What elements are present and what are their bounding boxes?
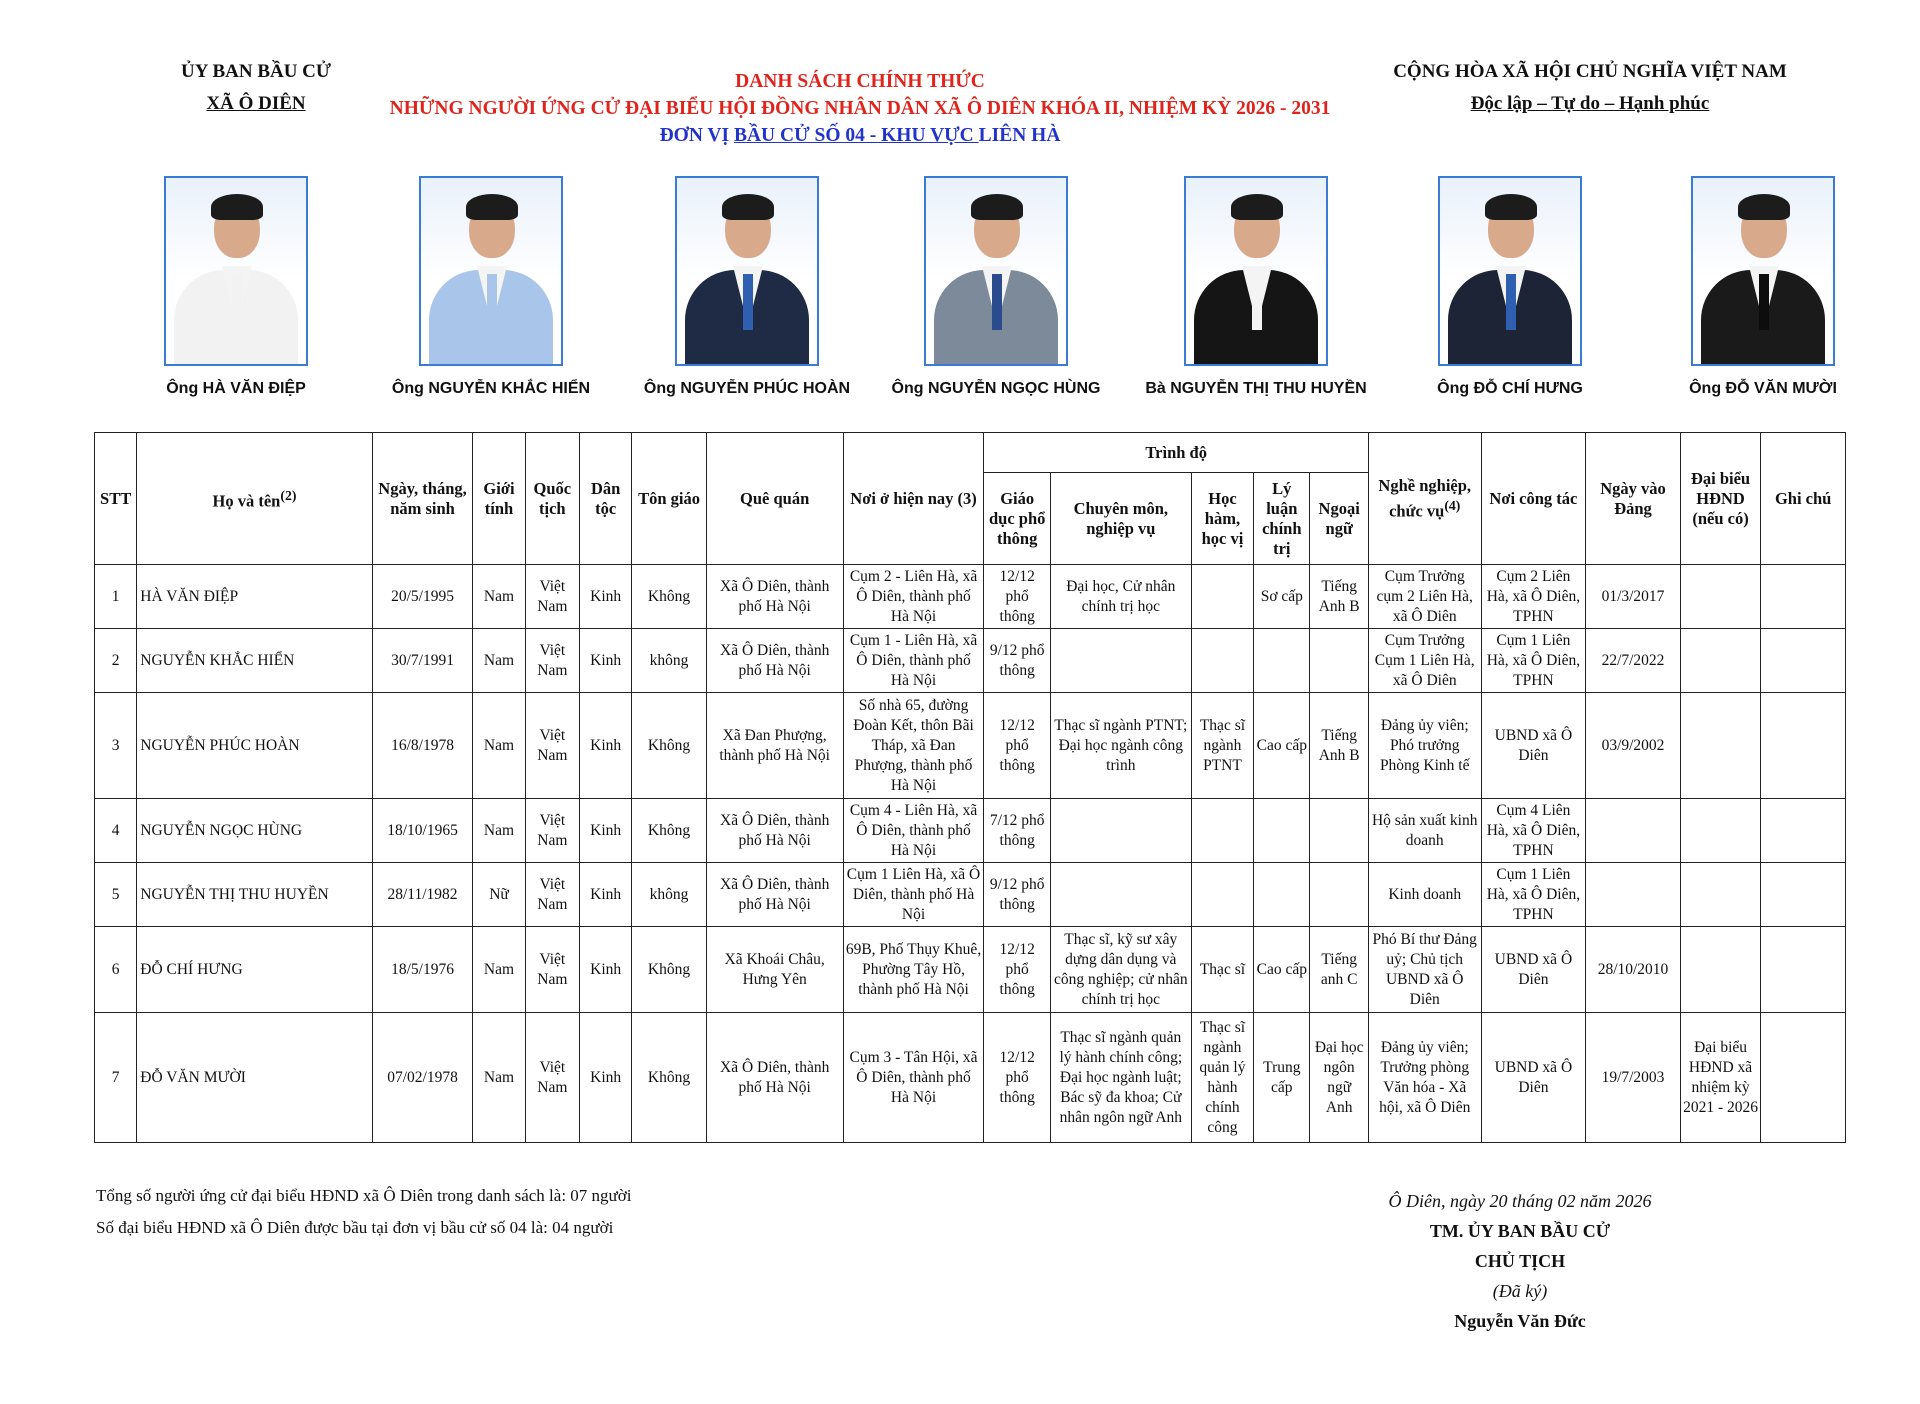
col-group-trinh-do: Trình độ bbox=[984, 433, 1368, 473]
cell-residence: Cụm 3 - Tân Hội, xã Ô Diên, thành phố Hà Nội bbox=[843, 1013, 984, 1143]
cell-residence: Cụm 1 Liên Hà, xã Ô Diên, thành phố Hà Nội bbox=[843, 863, 984, 927]
cell-name: NGUYỄN THỊ THU HUYỀN bbox=[137, 863, 372, 927]
cell-party-date: 03/9/2002 bbox=[1586, 693, 1681, 799]
country-name: CỘNG HÒA XÃ HỘI CHỦ NGHĨA VIỆT NAM bbox=[1393, 61, 1787, 82]
cell-gender: Nam bbox=[473, 927, 525, 1013]
candidate-photo bbox=[164, 176, 308, 366]
cell-gdpt: 12/12 phổ thông bbox=[984, 565, 1050, 629]
cell-stt: 1 bbox=[95, 565, 137, 629]
cell-nationality: Việt Nam bbox=[525, 1013, 579, 1143]
cell-religion: không bbox=[632, 629, 706, 693]
chair-title: CHỦ TỊCH bbox=[1474, 1251, 1566, 1271]
candidate-table bbox=[94, 432, 1846, 1143]
cell-note bbox=[1761, 565, 1846, 629]
col-ly-luan: Lý luận chính trị bbox=[1254, 473, 1310, 565]
title-line-1: DANH SÁCH CHÍNH THỨC bbox=[735, 71, 985, 92]
cell-residence: Số nhà 65, đường Đoàn Kết, thôn Bãi Tháp, xã Đan Phượng, thành phố Hà Nội bbox=[843, 693, 984, 799]
table-row bbox=[95, 1013, 1846, 1143]
cell-religion: không bbox=[632, 863, 706, 927]
cell-residence: Cụm 1 - Liên Hà, xã Ô Diên, thành phố Hà Nội bbox=[843, 629, 984, 693]
col-gdpt: Giáo dục phổ thông bbox=[984, 473, 1050, 565]
col-delegate: Đại biểu HĐND (nếu có) bbox=[1680, 433, 1761, 565]
candidate-card bbox=[1643, 176, 1883, 398]
cell-ngoai-ngu: Tiếng Anh B bbox=[1310, 565, 1368, 629]
cell-religion: Không bbox=[632, 799, 706, 863]
cell-ngoai-ngu: Tiếng Anh B bbox=[1310, 693, 1368, 799]
candidate-photo bbox=[924, 176, 1068, 366]
date-line: Ô Diên, ngày 20 tháng 02 năm 2026 bbox=[1388, 1191, 1652, 1211]
cell-nationality: Việt Nam bbox=[525, 565, 579, 629]
cell-chuyen-mon: Thạc sĩ ngành PTNT; Đại học ngành công trình bbox=[1050, 693, 1191, 799]
cell-gdpt: 12/12 phổ thông bbox=[984, 927, 1050, 1013]
signature-block bbox=[1310, 1186, 1730, 1336]
col-dob: Ngày, tháng, năm sinh bbox=[372, 433, 473, 565]
title-line-3-part-b: BẦU CỬ SỐ 04 - KHU VỰC bbox=[733, 125, 979, 146]
cell-ngoai-ngu bbox=[1310, 799, 1368, 863]
cell-residence: Cụm 2 - Liên Hà, xã Ô Diên, thành phố Hà Nội bbox=[843, 565, 984, 629]
candidate-caption: Ông NGUYỄN KHẮC HIỂN bbox=[391, 380, 591, 397]
cell-delegate bbox=[1680, 565, 1761, 629]
cell-workplace: UBND xã Ô Diên bbox=[1481, 1013, 1586, 1143]
cell-ngoai-ngu bbox=[1310, 863, 1368, 927]
col-hometown: Quê quán bbox=[706, 433, 843, 565]
cell-chuyen-mon: Thạc sĩ ngành quản lý hành chính công; Đại học ngành luật; Bác sỹ đa khoa; Cử nhân ngôn ngữ Anh bbox=[1050, 1013, 1191, 1143]
cell-hometown: Xã Ô Diên, thành phố Hà Nội bbox=[706, 799, 843, 863]
cell-dob: 07/02/1978 bbox=[372, 1013, 473, 1143]
cell-party-date: 19/7/2003 bbox=[1586, 1013, 1681, 1143]
cell-delegate bbox=[1680, 629, 1761, 693]
cell-delegate bbox=[1680, 693, 1761, 799]
committee-name: ỦY BAN BẦU CỬ bbox=[180, 61, 332, 82]
col-ethnicity: Dân tộc bbox=[579, 433, 631, 565]
col-stt: STT bbox=[95, 433, 137, 565]
cell-chuyen-mon bbox=[1050, 629, 1191, 693]
table-row bbox=[95, 629, 1846, 693]
candidate-caption: Bà NGUYỄN THỊ THU HUYỀN bbox=[1145, 380, 1367, 397]
cell-hoc-ham bbox=[1191, 863, 1253, 927]
cell-gender: Nam bbox=[473, 799, 525, 863]
candidate-caption: Ông NGUYỄN NGỌC HÙNG bbox=[891, 380, 1101, 397]
total-candidates-line: Tổng số người ứng cử đại biểu HĐND xã Ô Diên trong danh sách là: 07 người bbox=[96, 1186, 632, 1205]
document-title bbox=[330, 68, 1390, 149]
national-motto: Độc lập – Tự do – Hạnh phúc bbox=[1470, 93, 1710, 114]
cell-ly-luan bbox=[1254, 799, 1310, 863]
candidate-card bbox=[876, 176, 1116, 398]
cell-ly-luan bbox=[1254, 629, 1310, 693]
candidate-photos bbox=[96, 176, 1876, 416]
cell-gdpt: 9/12 phổ thông bbox=[984, 863, 1050, 927]
cell-name: HÀ VĂN ĐIỆP bbox=[137, 565, 372, 629]
cell-workplace: UBND xã Ô Diên bbox=[1481, 927, 1586, 1013]
candidate-card bbox=[371, 176, 611, 398]
candidate-photo bbox=[1691, 176, 1835, 366]
cell-ngoai-ngu bbox=[1310, 629, 1368, 693]
commune-name: XÃ Ô DIÊN bbox=[206, 93, 306, 114]
cell-ly-luan bbox=[1254, 863, 1310, 927]
cell-workplace: Cụm 1 Liên Hà, xã Ô Diên, TPHN bbox=[1481, 629, 1586, 693]
table-row bbox=[95, 863, 1846, 927]
cell-occupation: Đảng ủy viên; Trưởng phòng Văn hóa - Xã hội, xã Ô Diên bbox=[1368, 1013, 1481, 1143]
col-party-date: Ngày vào Đảng bbox=[1586, 433, 1681, 565]
cell-hometown: Xã Ô Diên, thành phố Hà Nội bbox=[706, 863, 843, 927]
cell-gender: Nam bbox=[473, 1013, 525, 1143]
candidate-photo bbox=[675, 176, 819, 366]
cell-delegate: Đại biểu HĐND xã nhiệm kỳ 2021 - 2026 bbox=[1680, 1013, 1761, 1143]
col-residence: Nơi ở hiện nay (3) bbox=[843, 433, 984, 565]
cell-ethnicity: Kinh bbox=[579, 1013, 631, 1143]
col-workplace: Nơi công tác bbox=[1481, 433, 1586, 565]
col-hoc-ham: Học hàm, học vị bbox=[1191, 473, 1253, 565]
cell-occupation: Hộ sản xuất kinh doanh bbox=[1368, 799, 1481, 863]
signed-note: (Đã ký) bbox=[1492, 1281, 1548, 1301]
cell-note bbox=[1761, 629, 1846, 693]
cell-gdpt: 7/12 phổ thông bbox=[984, 799, 1050, 863]
col-name-label: Họ và tên bbox=[212, 491, 281, 511]
signer-name: Nguyễn Văn Đức bbox=[1454, 1311, 1586, 1331]
cell-dob: 28/11/1982 bbox=[372, 863, 473, 927]
cell-gender: Nam bbox=[473, 693, 525, 799]
col-ngoai-ngu: Ngoại ngữ bbox=[1310, 473, 1368, 565]
cell-delegate bbox=[1680, 927, 1761, 1013]
cell-religion: Không bbox=[632, 1013, 706, 1143]
cell-dob: 30/7/1991 bbox=[372, 629, 473, 693]
cell-hoc-ham bbox=[1191, 565, 1253, 629]
committee-signature-title: TM. ỦY BAN BẦU CỬ bbox=[1429, 1221, 1611, 1241]
header-row bbox=[95, 433, 1846, 473]
cell-name: NGUYỄN NGỌC HÙNG bbox=[137, 799, 372, 863]
cell-note bbox=[1761, 693, 1846, 799]
candidate-photo bbox=[1438, 176, 1582, 366]
cell-workplace: Cụm 4 Liên Hà, xã Ô Diên, TPHN bbox=[1481, 799, 1586, 863]
cell-party-date: 01/3/2017 bbox=[1586, 565, 1681, 629]
candidate-caption: Ông NGUYỄN PHÚC HOÀN bbox=[643, 380, 851, 397]
cell-name: NGUYỄN KHẮC HIỂN bbox=[137, 629, 372, 693]
cell-ngoai-ngu: Đại học ngôn ngữ Anh bbox=[1310, 1013, 1368, 1143]
col-religion: Tôn giáo bbox=[632, 433, 706, 565]
cell-stt: 7 bbox=[95, 1013, 137, 1143]
col-nationality: Quốc tịch bbox=[525, 433, 579, 565]
cell-gender: Nam bbox=[473, 565, 525, 629]
cell-nationality: Việt Nam bbox=[525, 629, 579, 693]
table-row bbox=[95, 927, 1846, 1013]
cell-religion: Không bbox=[632, 565, 706, 629]
cell-stt: 5 bbox=[95, 863, 137, 927]
cell-gender: Nữ bbox=[473, 863, 525, 927]
cell-hoc-ham bbox=[1191, 629, 1253, 693]
cell-stt: 4 bbox=[95, 799, 137, 863]
candidate-rows bbox=[95, 565, 1846, 1143]
table-row bbox=[95, 799, 1846, 863]
cell-delegate bbox=[1680, 799, 1761, 863]
candidate-photo bbox=[419, 176, 563, 366]
cell-nationality: Việt Nam bbox=[525, 927, 579, 1013]
cell-ethnicity: Kinh bbox=[579, 693, 631, 799]
cell-stt: 2 bbox=[95, 629, 137, 693]
cell-residence: 69B, Phố Thụy Khuê, Phường Tây Hồ, thành phố Hà Nội bbox=[843, 927, 984, 1013]
cell-religion: Không bbox=[632, 693, 706, 799]
candidate-caption: Ông HÀ VĂN ĐIỆP bbox=[166, 380, 306, 397]
col-chuyen-mon: Chuyên môn, nghiệp vụ bbox=[1050, 473, 1191, 565]
cell-occupation: Phó Bí thư Đảng uỷ; Chủ tịch UBND xã Ô Diên bbox=[1368, 927, 1481, 1013]
cell-hoc-ham: Thạc sĩ bbox=[1191, 927, 1253, 1013]
cell-ly-luan: Sơ cấp bbox=[1254, 565, 1310, 629]
cell-occupation: Kinh doanh bbox=[1368, 863, 1481, 927]
cell-gdpt: 12/12 phổ thông bbox=[984, 1013, 1050, 1143]
cell-religion: Không bbox=[632, 927, 706, 1013]
cell-party-date: 28/10/2010 bbox=[1586, 927, 1681, 1013]
cell-ethnicity: Kinh bbox=[579, 799, 631, 863]
cell-note bbox=[1761, 799, 1846, 863]
cell-nationality: Việt Nam bbox=[525, 693, 579, 799]
candidate-card bbox=[627, 176, 867, 398]
cell-party-date bbox=[1586, 863, 1681, 927]
cell-chuyen-mon: Thạc sĩ, kỹ sư xây dựng dân dụng và công nghiệp; cử nhân chính trị học bbox=[1050, 927, 1191, 1013]
cell-note bbox=[1761, 927, 1846, 1013]
cell-hoc-ham: Thạc sĩ ngành quản lý hành chính công bbox=[1191, 1013, 1253, 1143]
cell-dob: 18/5/1976 bbox=[372, 927, 473, 1013]
cell-hometown: Xã Đan Phượng, thành phố Hà Nội bbox=[706, 693, 843, 799]
cell-occupation: Cụm Trưởng cụm 2 Liên Hà, xã Ô Diên bbox=[1368, 565, 1481, 629]
seats-line: Số đại biểu HĐND xã Ô Diên được bầu tại đơn vị bầu cử số 04 là: 04 người bbox=[96, 1218, 614, 1237]
table-row bbox=[95, 693, 1846, 799]
table-row bbox=[95, 565, 1846, 629]
cell-party-date bbox=[1586, 799, 1681, 863]
cell-chuyen-mon: Đại học, Cử nhân chính trị học bbox=[1050, 565, 1191, 629]
candidate-photo bbox=[1184, 176, 1328, 366]
cell-ngoai-ngu: Tiếng anh C bbox=[1310, 927, 1368, 1013]
cell-ly-luan: Cao cấp bbox=[1254, 927, 1310, 1013]
candidate-caption: Ông ĐỖ VĂN MƯỜI bbox=[1689, 380, 1837, 397]
col-occupation-sup: (4) bbox=[1444, 497, 1461, 513]
cell-name: NGUYỄN PHÚC HOÀN bbox=[137, 693, 372, 799]
cell-stt: 3 bbox=[95, 693, 137, 799]
cell-residence: Cụm 4 - Liên Hà, xã Ô Diên, thành phố Hà Nội bbox=[843, 799, 984, 863]
cell-ethnicity: Kinh bbox=[579, 927, 631, 1013]
cell-occupation: Cụm Trưởng Cụm 1 Liên Hà, xã Ô Diên bbox=[1368, 629, 1481, 693]
col-occupation bbox=[1368, 433, 1481, 565]
cell-party-date: 22/7/2022 bbox=[1586, 629, 1681, 693]
cell-nationality: Việt Nam bbox=[525, 863, 579, 927]
cell-workplace: Cụm 2 Liên Hà, xã Ô Diên, TPHN bbox=[1481, 565, 1586, 629]
cell-dob: 18/10/1965 bbox=[372, 799, 473, 863]
cell-ly-luan: Cao cấp bbox=[1254, 693, 1310, 799]
cell-occupation: Đảng ủy viên; Phó trưởng Phòng Kinh tế bbox=[1368, 693, 1481, 799]
title-line-2: NHỮNG NGƯỜI ỨNG CỬ ĐẠI BIỂU HỘI ĐỒNG NHÂN DÂN XÃ Ô DIÊN KHÓA II, NHIỆM KỲ 2026 - 2031 bbox=[389, 98, 1331, 119]
cell-workplace: Cụm 1 Liên Hà, xã Ô Diên, TPHN bbox=[1481, 863, 1586, 927]
cell-chuyen-mon bbox=[1050, 863, 1191, 927]
cell-note bbox=[1761, 863, 1846, 927]
cell-dob: 16/8/1978 bbox=[372, 693, 473, 799]
cell-hometown: Xã Ô Diên, thành phố Hà Nội bbox=[706, 629, 843, 693]
cell-gdpt: 9/12 phổ thông bbox=[984, 629, 1050, 693]
cell-ethnicity: Kinh bbox=[579, 629, 631, 693]
title-line-3 bbox=[330, 122, 1390, 149]
col-occupation-label: Nghề nghiệp, chức vụ bbox=[1378, 475, 1472, 521]
title-line-3-part-a: ĐƠN VỊ bbox=[659, 125, 734, 146]
col-note: Ghi chú bbox=[1761, 433, 1846, 565]
cell-hoc-ham bbox=[1191, 799, 1253, 863]
cell-nationality: Việt Nam bbox=[525, 799, 579, 863]
national-header bbox=[1370, 56, 1810, 120]
candidate-card bbox=[1136, 176, 1376, 398]
col-name-sup: (2) bbox=[280, 487, 297, 503]
col-name bbox=[137, 433, 372, 565]
summary-notes bbox=[96, 1180, 631, 1244]
cell-delegate bbox=[1680, 863, 1761, 927]
candidate-card bbox=[116, 176, 356, 398]
cell-hometown: Xã Ô Diên, thành phố Hà Nội bbox=[706, 565, 843, 629]
cell-name: ĐỖ CHÍ HƯNG bbox=[137, 927, 372, 1013]
title-line-3-part-c: LIÊN HÀ bbox=[978, 125, 1061, 146]
cell-hometown: Xã Khoái Châu, Hưng Yên bbox=[706, 927, 843, 1013]
cell-name: ĐỖ VĂN MƯỜI bbox=[137, 1013, 372, 1143]
cell-hoc-ham: Thạc sĩ ngành PTNT bbox=[1191, 693, 1253, 799]
cell-chuyen-mon bbox=[1050, 799, 1191, 863]
cell-note bbox=[1761, 1013, 1846, 1143]
candidate-caption: Ông ĐỖ CHÍ HƯNG bbox=[1437, 380, 1583, 397]
cell-gdpt: 12/12 phổ thông bbox=[984, 693, 1050, 799]
cell-dob: 20/5/1995 bbox=[372, 565, 473, 629]
cell-hometown: Xã Ô Diên, thành phố Hà Nội bbox=[706, 1013, 843, 1143]
cell-ethnicity: Kinh bbox=[579, 863, 631, 927]
cell-ly-luan: Trung cấp bbox=[1254, 1013, 1310, 1143]
cell-workplace: UBND xã Ô Diên bbox=[1481, 693, 1586, 799]
cell-stt: 6 bbox=[95, 927, 137, 1013]
cell-gender: Nam bbox=[473, 629, 525, 693]
candidate-card bbox=[1390, 176, 1630, 398]
cell-ethnicity: Kinh bbox=[579, 565, 631, 629]
col-gender: Giới tính bbox=[473, 433, 525, 565]
